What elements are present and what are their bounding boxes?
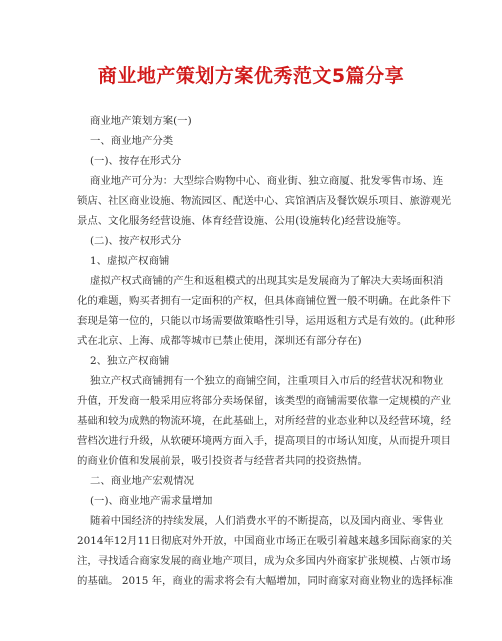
paragraph-line: 套现是第一位的，只能以市场需要做策略性引导，运用返租方式是有效的。(此种形 (77, 315, 456, 327)
paragraph-line: 升值，开发商一般采用应将部分卖场保留，该类型的商铺需要依靠一定规模的产业 (77, 395, 452, 407)
section-heading: 一、商业地产分类 (90, 135, 174, 147)
paragraph-line: 化的难题，购买者拥有一定面积的产权，但具体商铺位置一般不明确。在此条件下 (77, 295, 452, 307)
subsection-heading: (一)、商业地产需求量增加 (90, 495, 213, 507)
paragraph-line: 营档次进行升级，从软硬环境两方面入手，提高项目的市场认知度，从而提升项目 (77, 435, 452, 447)
subsection-heading: 1、虚拟产权商铺 (90, 255, 170, 267)
document-body (77, 111, 456, 591)
subsection-heading: 2、独立产权商铺 (90, 355, 170, 367)
paragraph-line: 基础和较为成熟的物流环境，在此基础上，对所经营的业态业种以及经营环境，经 (77, 415, 452, 427)
section-heading: 商业地产策划方案(一) (90, 115, 192, 127)
paragraph-line: 虚拟产权式商铺的产生和返租模式的出现其实是发展商为了解决大卖场面积消 (90, 275, 444, 287)
subsection-heading: (一)、按存在形式分 (90, 155, 182, 167)
paragraph-line: 商业地产可分为：大型综合购物中心、商业街、独立商厦、批发零售市场、连 (90, 175, 444, 187)
paragraph-line: 景点、文化服务经营设施、体育经营设施、公用(设施转化)经营设施等。 (77, 215, 408, 227)
paragraph-line: 的商业价值和发展前景，吸引投资者与经营者共同的投资热情。 (77, 455, 368, 467)
paragraph-line: 独立产权式商铺拥有一个独立的商铺空间，注重项目入市后的经营状况和物业 (90, 375, 444, 387)
paragraph-line: 注，寻找适合商家发展的商业地产项目，成为众多国内外商家扩张规模、占领市场 (77, 555, 452, 567)
paragraph-line: 式在北京、上海、成都等城市已禁止使用，深圳还有部分存在) (77, 335, 362, 347)
paragraph-line: 锁店、社区商业设施、物流园区、配送中心、宾馆酒店及餐饮娱乐项目、旅游观光 (77, 195, 452, 207)
paragraph-line: 随着中国经济的持续发展，人们消费水平的不断提高，以及国内商业、零售业 (90, 515, 444, 527)
document-title: 商业地产策划方案优秀范文5篇分享 (97, 65, 405, 87)
subsection-heading: (二)、按产权形式分 (90, 235, 182, 247)
paragraph-line: 的基础。 2015 年，商业的需求将会有大幅增加，同时商家对商业物业的选择标准 (77, 575, 453, 587)
section-heading: 二、商业地产宏观情况 (90, 475, 194, 487)
paragraph-line: 2014年12月11日彻底对外开放，中国商业市场正在吸引着越来越多国际商家的关 (77, 535, 452, 547)
